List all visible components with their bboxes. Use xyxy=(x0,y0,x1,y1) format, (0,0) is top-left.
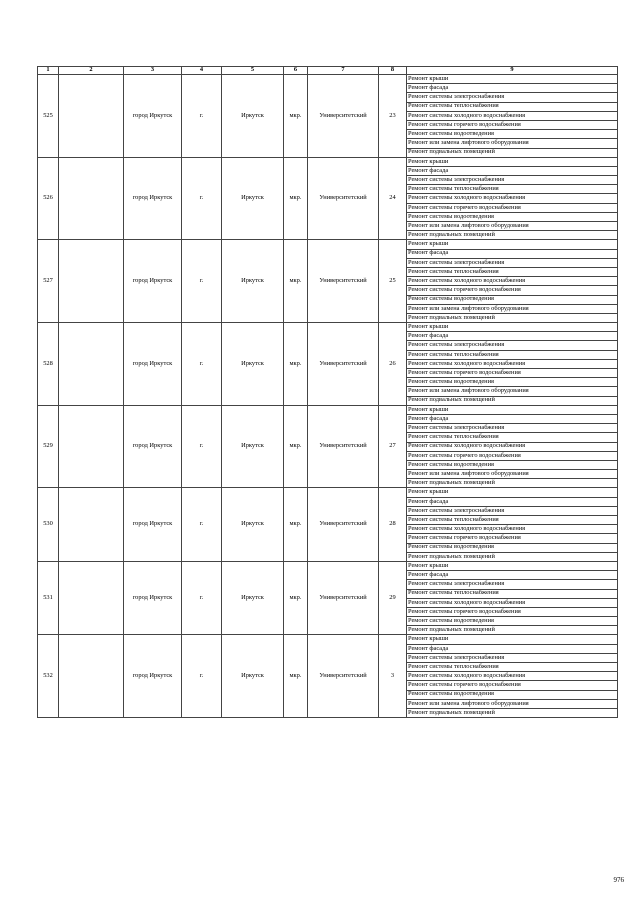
work-type-cell: Ремонт системы электроснабжения xyxy=(407,176,618,185)
municipality-cell: город Иркутск xyxy=(124,561,182,635)
city-name-cell: Иркутск xyxy=(222,635,284,718)
city-type-cell: г. xyxy=(182,635,222,718)
empty-cell xyxy=(59,323,124,406)
page-number: 976 xyxy=(613,876,624,884)
empty-cell xyxy=(59,561,124,635)
work-type-cell: Ремонт системы электроснабжения xyxy=(407,341,618,350)
header-cell: 5 xyxy=(222,67,284,75)
district-name-cell: Университетский xyxy=(308,75,379,158)
work-type-cell: Ремонт системы теплоснабжения xyxy=(407,185,618,194)
work-type-cell: Ремонт фасада xyxy=(407,166,618,175)
table-row xyxy=(38,405,618,414)
work-type-cell: Ремонт системы водоотведения xyxy=(407,378,618,387)
house-number-cell: 23 xyxy=(379,75,407,158)
city-type-cell: г. xyxy=(182,405,222,488)
city-name-cell: Иркутск xyxy=(222,405,284,488)
house-number-cell: 28 xyxy=(379,488,407,562)
municipality-cell: город Иркутск xyxy=(124,405,182,488)
work-type-cell: Ремонт фасада xyxy=(407,84,618,93)
municipality-cell: город Иркутск xyxy=(124,240,182,323)
work-type-cell: Ремонт системы теплоснабжения xyxy=(407,350,618,359)
work-type-cell: Ремонт системы водоотведения xyxy=(407,543,618,552)
empty-cell xyxy=(59,240,124,323)
district-name-cell: Университетский xyxy=(308,561,379,635)
work-type-cell: Ремонт крыши xyxy=(407,323,618,332)
work-type-cell: Ремонт системы теплоснабжения xyxy=(407,102,618,111)
district-type-cell: мкр. xyxy=(284,561,308,635)
city-type-cell: г. xyxy=(182,561,222,635)
work-type-cell: Ремонт системы горячего водоснабжения xyxy=(407,681,618,690)
work-type-cell: Ремонт системы холодного водоснабжения xyxy=(407,598,618,607)
district-type-cell: мкр. xyxy=(284,157,308,240)
district-type-cell: мкр. xyxy=(284,405,308,488)
city-name-cell: Иркутск xyxy=(222,488,284,562)
work-type-cell: Ремонт или замена лифтового оборудования xyxy=(407,304,618,313)
work-type-cell: Ремонт фасада xyxy=(407,332,618,341)
empty-cell xyxy=(59,75,124,158)
work-type-cell: Ремонт системы холодного водоснабжения xyxy=(407,672,618,681)
record-number-cell: 530 xyxy=(38,488,59,562)
work-type-cell: Ремонт системы холодного водоснабжения xyxy=(407,194,618,203)
city-type-cell: г. xyxy=(182,488,222,562)
work-type-cell: Ремонт подвальных помещений xyxy=(407,552,618,561)
table-row xyxy=(38,323,618,332)
record-number-cell: 529 xyxy=(38,405,59,488)
table-row xyxy=(38,635,618,644)
work-type-cell: Ремонт фасада xyxy=(407,414,618,423)
work-type-cell: Ремонт или замена лифтового оборудования xyxy=(407,387,618,396)
work-type-cell: Ремонт системы теплоснабжения xyxy=(407,267,618,276)
work-type-cell: Ремонт системы электроснабжения xyxy=(407,506,618,515)
work-type-cell: Ремонт системы горячего водоснабжения xyxy=(407,120,618,129)
work-type-cell: Ремонт фасада xyxy=(407,644,618,653)
record-number-cell: 527 xyxy=(38,240,59,323)
district-name-cell: Университетский xyxy=(308,488,379,562)
record-number-cell: 526 xyxy=(38,157,59,240)
header-row xyxy=(38,67,618,75)
district-type-cell: мкр. xyxy=(284,323,308,406)
work-type-cell: Ремонт системы электроснабжения xyxy=(407,653,618,662)
work-type-cell: Ремонт системы холодного водоснабжения xyxy=(407,359,618,368)
house-number-cell: 24 xyxy=(379,157,407,240)
work-type-cell: Ремонт подвальных помещений xyxy=(407,313,618,322)
table-row xyxy=(38,488,618,497)
work-type-cell: Ремонт системы теплоснабжения xyxy=(407,433,618,442)
work-type-cell: Ремонт подвальных помещений xyxy=(407,231,618,240)
work-type-cell: Ремонт системы холодного водоснабжения xyxy=(407,277,618,286)
header-cell: 2 xyxy=(59,67,124,75)
city-name-cell: Иркутск xyxy=(222,75,284,158)
municipality-cell: город Иркутск xyxy=(124,157,182,240)
work-type-cell: Ремонт системы теплоснабжения xyxy=(407,589,618,598)
work-type-cell: Ремонт крыши xyxy=(407,75,618,84)
work-type-cell: Ремонт системы электроснабжения xyxy=(407,258,618,267)
district-name-cell: Университетский xyxy=(308,405,379,488)
work-type-cell: Ремонт системы электроснабжения xyxy=(407,93,618,102)
city-name-cell: Иркутск xyxy=(222,240,284,323)
work-type-cell: Ремонт фасада xyxy=(407,249,618,258)
district-name-cell: Университетский xyxy=(308,240,379,323)
district-type-cell: мкр. xyxy=(284,240,308,323)
header-cell: 4 xyxy=(182,67,222,75)
city-name-cell: Иркутск xyxy=(222,561,284,635)
district-type-cell: мкр. xyxy=(284,635,308,718)
district-type-cell: мкр. xyxy=(284,488,308,562)
work-type-cell: Ремонт системы водоотведения xyxy=(407,295,618,304)
house-number-cell: 3 xyxy=(379,635,407,718)
work-type-cell: Ремонт крыши xyxy=(407,488,618,497)
city-type-cell: г. xyxy=(182,240,222,323)
district-name-cell: Университетский xyxy=(308,635,379,718)
district-name-cell: Университетский xyxy=(308,323,379,406)
work-type-cell: Ремонт системы горячего водоснабжения xyxy=(407,286,618,295)
municipality-cell: город Иркутск xyxy=(124,635,182,718)
work-type-cell: Ремонт системы горячего водоснабжения xyxy=(407,369,618,378)
work-type-cell: Ремонт системы водоотведения xyxy=(407,212,618,221)
work-type-cell: Ремонт крыши xyxy=(407,635,618,644)
work-type-cell: Ремонт системы водоотведения xyxy=(407,690,618,699)
work-type-cell: Ремонт подвальных помещений xyxy=(407,708,618,717)
work-type-cell: Ремонт крыши xyxy=(407,405,618,414)
register-table xyxy=(37,66,618,718)
table-row xyxy=(38,561,618,570)
work-type-cell: Ремонт или замена лифтового оборудования xyxy=(407,470,618,479)
work-type-cell: Ремонт системы горячего водоснабжения xyxy=(407,451,618,460)
table-row xyxy=(38,75,618,84)
municipality-cell: город Иркутск xyxy=(124,488,182,562)
work-type-cell: Ремонт системы холодного водоснабжения xyxy=(407,442,618,451)
header-cell: 1 xyxy=(38,67,59,75)
city-name-cell: Иркутск xyxy=(222,323,284,406)
header-cell: 9 xyxy=(407,67,618,75)
header-cell: 7 xyxy=(308,67,379,75)
work-type-cell: Ремонт системы водоотведения xyxy=(407,460,618,469)
record-number-cell: 525 xyxy=(38,75,59,158)
district-type-cell: мкр. xyxy=(284,75,308,158)
work-type-cell: Ремонт системы горячего водоснабжения xyxy=(407,607,618,616)
empty-cell xyxy=(59,405,124,488)
work-type-cell: Ремонт крыши xyxy=(407,561,618,570)
work-type-cell: Ремонт или замена лифтового оборудования xyxy=(407,699,618,708)
house-number-cell: 29 xyxy=(379,561,407,635)
work-type-cell: Ремонт подвальных помещений xyxy=(407,148,618,157)
work-type-cell: Ремонт системы водоотведения xyxy=(407,617,618,626)
municipality-cell: город Иркутск xyxy=(124,75,182,158)
work-type-cell: Ремонт системы холодного водоснабжения xyxy=(407,525,618,534)
work-type-cell: Ремонт или замена лифтового оборудования xyxy=(407,139,618,148)
work-type-cell: Ремонт подвальных помещений xyxy=(407,479,618,488)
city-name-cell: Иркутск xyxy=(222,157,284,240)
work-type-cell: Ремонт или замена лифтового оборудования xyxy=(407,222,618,231)
city-type-cell: г. xyxy=(182,157,222,240)
district-name-cell: Университетский xyxy=(308,157,379,240)
work-type-cell: Ремонт фасада xyxy=(407,497,618,506)
empty-cell xyxy=(59,157,124,240)
work-type-cell: Ремонт системы электроснабжения xyxy=(407,424,618,433)
empty-cell xyxy=(59,488,124,562)
house-number-cell: 25 xyxy=(379,240,407,323)
work-type-cell: Ремонт системы электроснабжения xyxy=(407,580,618,589)
header-cell: 3 xyxy=(124,67,182,75)
work-type-cell: Ремонт крыши xyxy=(407,240,618,249)
work-type-cell: Ремонт системы холодного водоснабжения xyxy=(407,111,618,120)
work-type-cell: Ремонт крыши xyxy=(407,157,618,166)
work-type-cell: Ремонт подвальных помещений xyxy=(407,396,618,405)
record-number-cell: 532 xyxy=(38,635,59,718)
header-cell: 6 xyxy=(284,67,308,75)
header-cell: 8 xyxy=(379,67,407,75)
house-number-cell: 26 xyxy=(379,323,407,406)
work-type-cell: Ремонт системы горячего водоснабжения xyxy=(407,534,618,543)
municipality-cell: город Иркутск xyxy=(124,323,182,406)
city-type-cell: г. xyxy=(182,323,222,406)
work-type-cell: Ремонт подвальных помещений xyxy=(407,626,618,635)
table-row xyxy=(38,157,618,166)
city-type-cell: г. xyxy=(182,75,222,158)
empty-cell xyxy=(59,635,124,718)
house-number-cell: 27 xyxy=(379,405,407,488)
record-number-cell: 528 xyxy=(38,323,59,406)
work-type-cell: Ремонт системы горячего водоснабжения xyxy=(407,203,618,212)
table-row xyxy=(38,240,618,249)
work-type-cell: Ремонт системы водоотведения xyxy=(407,130,618,139)
work-type-cell: Ремонт системы теплоснабжения xyxy=(407,516,618,525)
record-number-cell: 531 xyxy=(38,561,59,635)
work-type-cell: Ремонт фасада xyxy=(407,571,618,580)
work-type-cell: Ремонт системы теплоснабжения xyxy=(407,663,618,672)
